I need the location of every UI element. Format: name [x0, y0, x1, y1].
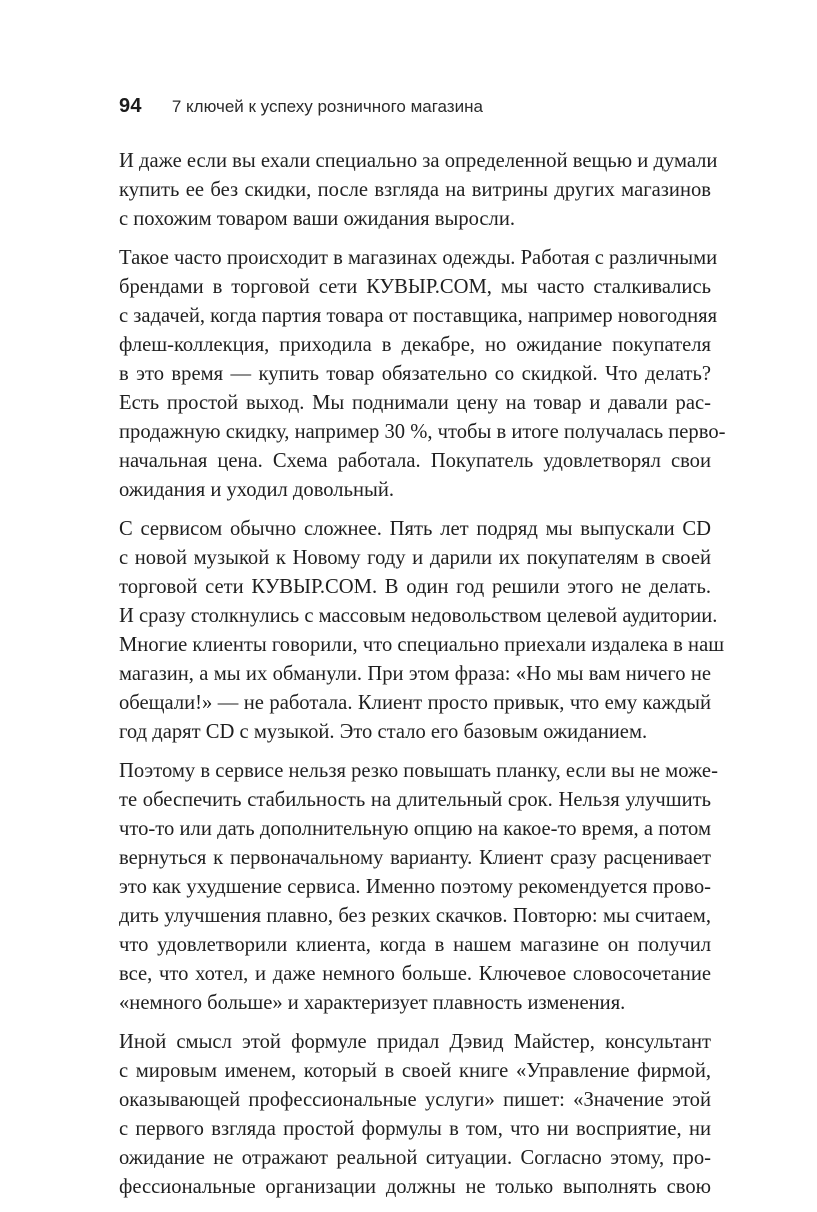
text-line: дить улучшения плавно, без резких скачков. Повторю: мы считаем,: [119, 905, 711, 927]
paragraph: [119, 244, 726, 505]
text-line: начальная цена. Схема работала. Покупатель удовлетворял свои: [119, 450, 711, 472]
text-line: в это время — купить товар обязательно со скидкой. Что делать?: [119, 363, 711, 385]
paragraph: [119, 757, 718, 1018]
text-line: продажную скидку, например 30 %, чтобы в итоге получалась перво-: [119, 421, 726, 443]
text-line: торговой сети КУВЫР.COM. В один год решили этого не делать.: [119, 576, 711, 598]
text-line: ожидание не отражают реальной ситуации. Согласно этому, про-: [119, 1147, 711, 1169]
text-line: С сервисом обычно сложнее. Пять лет подряд мы выпускали CD: [119, 518, 711, 540]
text-line: вернуться к первоначальному варианту. Клиент сразу расценивает: [119, 847, 711, 869]
text-line: что-то или дать дополнительную опцию на какое-то время, а потом: [119, 818, 711, 840]
text-line: с задачей, когда партия товара от поставщика, например новогодняя: [119, 305, 718, 327]
page-number: 94: [119, 95, 142, 117]
text-line: с похожим товаром ваши ожидания выросли.: [119, 208, 516, 230]
body-text: [119, 147, 726, 1212]
text-line: все, что хотел, и даже немного больше. Ключевое словосочетание: [119, 963, 711, 985]
text-line: купить ее без скидки, после взгляда на витрины других магазинов: [119, 179, 711, 201]
text-line: Такое часто происходит в магазинах одежды. Работая с различными: [119, 247, 718, 269]
text-line: что удовлетворили клиента, когда в нашем магазине он получил: [119, 934, 711, 956]
text-line: флеш-коллекция, приходила в декабре, но ожидание покупателя: [119, 334, 711, 356]
paragraph: [119, 515, 725, 747]
paragraph: [119, 1028, 711, 1202]
text-line: Поэтому в сервисе нельзя резко повышать планку, если вы не може-: [119, 760, 718, 782]
paragraph: [119, 147, 718, 234]
text-line: с мировым именем, который в своей книге «Управление фирмой,: [119, 1060, 711, 1082]
text-line: с первого взгляда простой формулы в том, что ни восприятие, ни: [119, 1118, 711, 1140]
text-line: обещали!» — не работала. Клиент просто привык, что ему каждый: [119, 692, 711, 714]
text-line: с новой музыкой к Новому году и дарили их покупателям в своей: [119, 547, 711, 569]
text-line: Есть простой выход. Мы поднимали цену на товар и давали рас-: [119, 392, 711, 414]
text-line: это как ухудшение сервиса. Именно поэтому рекомендуется прово-: [119, 876, 711, 898]
running-head: [119, 95, 719, 125]
text-line: фессиональные организации должны не только выполнять свою: [119, 1176, 711, 1198]
text-line: оказывающей профессиональные услуги» пишет: «Значение этой: [119, 1089, 711, 1111]
text-line: ожидания и уходил довольный.: [119, 479, 394, 501]
text-line: брендами в торговой сети КУВЫР.COM, мы часто сталкивались: [119, 276, 711, 298]
text-line: год дарят CD с музыкой. Это стало его базовым ожиданием.: [119, 721, 648, 743]
text-line: Многие клиенты говорили, что специально приехали издалека в наш: [119, 634, 725, 656]
text-line: «немного больше» и характеризует плавность изменения.: [119, 992, 626, 1014]
text-line: И сразу столкнулись с массовым недовольством целевой аудитории.: [119, 605, 718, 627]
book-title: 7 ключей к успеху розничного магазина: [171, 97, 483, 116]
text-line: Иной смысл этой формуле придал Дэвид Майстер, консультант: [119, 1031, 711, 1053]
text-line: те обеспечить стабильность на длительный срок. Нельзя улучшить: [119, 789, 711, 811]
text-line: магазин, а мы их обманули. При этом фраза: «Но мы вам ничего не: [119, 663, 711, 685]
text-line: И даже если вы ехали специально за определенной вещью и думали: [119, 150, 718, 172]
